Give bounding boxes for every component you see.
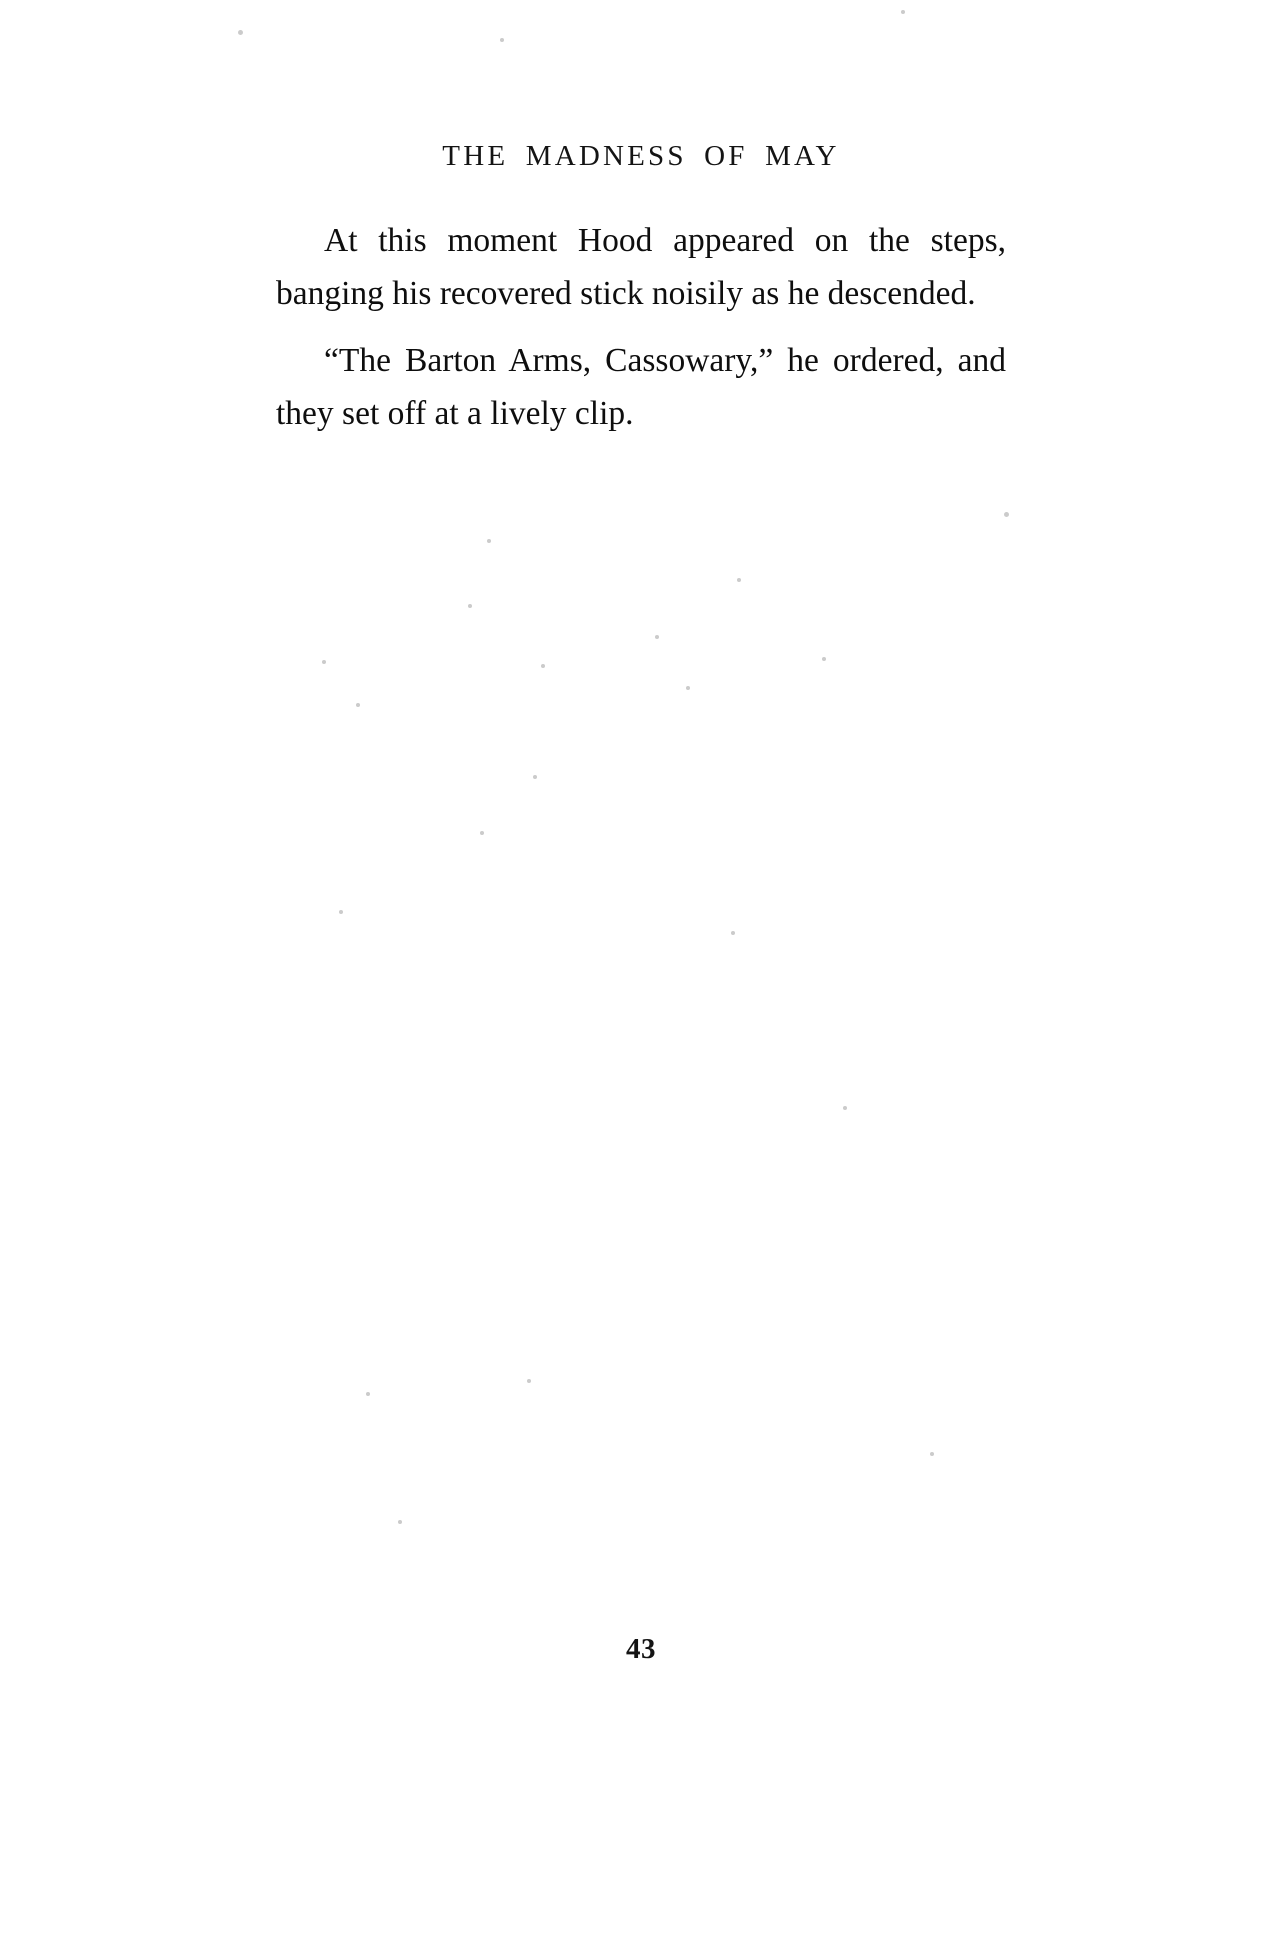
page-number: 43 [626, 1633, 656, 1665]
scan-speck [398, 1520, 402, 1524]
page-content [276, 0, 1006, 440]
scan-speck [533, 775, 537, 779]
body-text [276, 214, 1006, 440]
scan-speck [930, 1452, 934, 1456]
paragraph-1 [276, 214, 1006, 320]
scan-speck [238, 30, 243, 35]
scan-speck [356, 703, 360, 707]
paragraph-2-text: “The Barton Arms, Cassowary,” he ordered, and they set off at a lively clip. [276, 342, 1006, 432]
scan-speck [480, 831, 484, 835]
scan-speck [322, 660, 326, 664]
scan-speck [737, 578, 741, 582]
paragraph-1-text: At this moment Hood appeared on the steps, banging his recovered stick noisily as he descended. [276, 222, 1006, 312]
scan-speck [686, 686, 690, 690]
scan-speck [655, 635, 659, 639]
scan-speck [366, 1392, 370, 1396]
scan-speck [843, 1106, 847, 1110]
scan-speck [527, 1379, 531, 1383]
scan-speck [541, 664, 545, 668]
scan-speck [822, 657, 826, 661]
scan-speck [1004, 512, 1009, 517]
scan-speck [731, 931, 735, 935]
paragraph-2 [276, 334, 1006, 440]
scan-speck [468, 604, 472, 608]
scan-speck [487, 539, 491, 543]
running-head: THE MADNESS OF MAY [442, 140, 840, 172]
scan-speck [339, 910, 343, 914]
